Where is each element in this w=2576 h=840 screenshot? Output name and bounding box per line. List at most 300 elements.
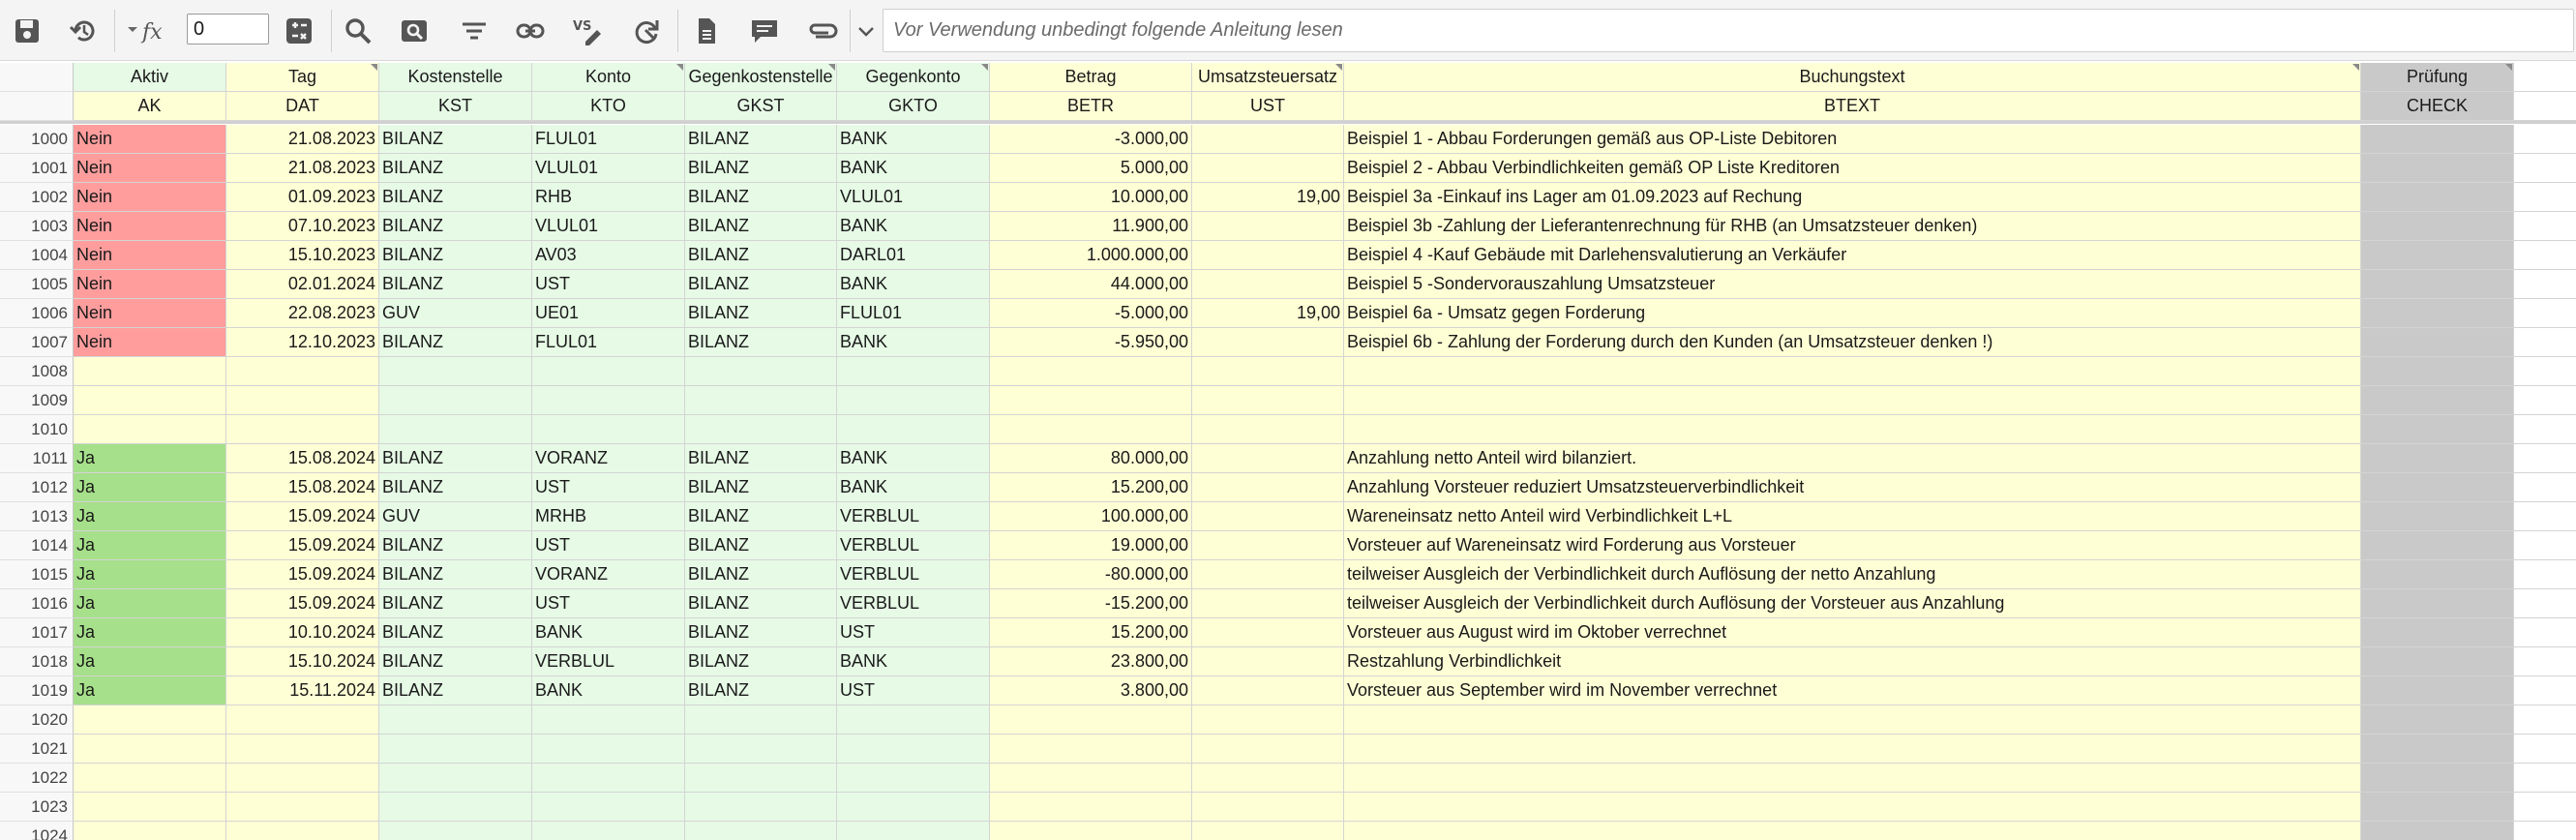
cell-gkst[interactable] [685,386,837,415]
cell-ak[interactable] [74,415,226,444]
cell-ak[interactable] [74,735,226,764]
cell-ust[interactable] [1192,415,1344,444]
row-number[interactable]: 1004 [0,241,74,270]
cell-ust[interactable] [1192,822,1344,840]
formula-input[interactable]: Vor Verwendung unbedingt folgende Anleitung lesen [883,9,2574,52]
find-replace-icon[interactable] [395,12,434,50]
cell-btext[interactable] [1344,357,2361,386]
cell-btext[interactable]: Beispiel 1 - Abbau Forderungen gemäß aus OP-Liste Debitoren [1344,125,2361,154]
row-number[interactable]: 1022 [0,764,74,793]
row-number[interactable]: 1009 [0,386,74,415]
cell-btext[interactable]: Beispiel 4 -Kauf Gebäude mit Darlehensvalutierung an Verkäufer [1344,241,2361,270]
cell-kto[interactable]: VLUL01 [532,154,685,183]
cell-check[interactable] [2361,125,2514,154]
cell-gkst[interactable]: BILANZ [685,328,837,357]
cell-kst[interactable]: BILANZ [379,241,532,270]
cell-dat[interactable]: 12.10.2023 [226,328,379,357]
row-number[interactable]: 1018 [0,647,74,676]
cell-gkto[interactable]: UST [837,618,990,647]
cell-kst[interactable]: BILANZ [379,212,532,241]
cell-gkto[interactable] [837,386,990,415]
cell-dat[interactable]: 01.09.2023 [226,183,379,212]
cell-gkto[interactable]: VERBLUL [837,502,990,531]
attachment-icon[interactable] [803,12,842,50]
cell-gkto[interactable]: FLUL01 [837,299,990,328]
cell-kto[interactable] [532,735,685,764]
column-header-btext[interactable]: Buchungstext [1344,63,2361,92]
cell-gkst[interactable]: BILANZ [685,618,837,647]
comment-icon[interactable] [745,12,784,50]
cell-check[interactable] [2361,531,2514,560]
cell-ust[interactable] [1192,560,1344,589]
cell-gkto[interactable] [837,415,990,444]
cell-kto[interactable]: FLUL01 [532,125,685,154]
cell-check[interactable] [2361,299,2514,328]
cell-kto[interactable] [532,822,685,840]
cell-betr[interactable] [990,705,1192,735]
cell-dat[interactable]: 15.09.2024 [226,531,379,560]
cell-gkto[interactable]: VERBLUL [837,560,990,589]
row-number[interactable]: 1006 [0,299,74,328]
empty-cell[interactable] [2514,299,2576,328]
cell-kto[interactable] [532,793,685,822]
cell-btext[interactable] [1344,415,2361,444]
empty-cell[interactable] [2514,154,2576,183]
cell-kto[interactable]: MRHB [532,502,685,531]
cell-gkst[interactable]: BILANZ [685,560,837,589]
cell-dat[interactable]: 22.08.2023 [226,299,379,328]
cell-ak[interactable] [74,764,226,793]
cell-gkst[interactable]: BILANZ [685,473,837,502]
cell-gkst[interactable]: BILANZ [685,502,837,531]
cell-betr[interactable] [990,735,1192,764]
cell-check[interactable] [2361,618,2514,647]
cell-kto[interactable]: UST [532,270,685,299]
cell-kst[interactable]: BILANZ [379,473,532,502]
cell-betr[interactable]: 15.200,00 [990,473,1192,502]
cell-betr[interactable]: -5.000,00 [990,299,1192,328]
undo-history-icon[interactable] [64,12,103,50]
cell-check[interactable] [2361,328,2514,357]
cell-ak[interactable]: Ja [74,473,226,502]
cell-kst[interactable]: BILANZ [379,444,532,473]
cell-kst[interactable]: BILANZ [379,125,532,154]
cell-ust[interactable] [1192,241,1344,270]
cell-betr[interactable] [990,357,1192,386]
cell-gkst[interactable]: BILANZ [685,270,837,299]
cell-kto[interactable] [532,386,685,415]
cell-btext[interactable]: Vorsteuer auf Wareneinsatz wird Forderung aus Vorsteuer [1344,531,2361,560]
empty-cell[interactable] [2514,793,2576,822]
cell-gkst[interactable]: BILANZ [685,676,837,705]
cell-kst[interactable]: BILANZ [379,589,532,618]
cell-betr[interactable]: 44.000,00 [990,270,1192,299]
cell-btext[interactable] [1344,793,2361,822]
cell-ust[interactable] [1192,764,1344,793]
cell-ust[interactable] [1192,212,1344,241]
row-number[interactable]: 1002 [0,183,74,212]
cell-gkto[interactable]: BANK [837,647,990,676]
empty-cell[interactable] [2514,473,2576,502]
cell-ak[interactable]: Ja [74,502,226,531]
column-header-kto[interactable]: Konto [532,63,685,92]
cell-dat[interactable]: 07.10.2023 [226,212,379,241]
cell-check[interactable] [2361,212,2514,241]
cell-gkto[interactable]: UST [837,676,990,705]
empty-cell[interactable] [2514,764,2576,793]
cell-kto[interactable]: BANK [532,676,685,705]
cell-kst[interactable]: BILANZ [379,270,532,299]
cell-check[interactable] [2361,357,2514,386]
cell-btext[interactable]: Beispiel 2 - Abbau Verbindlichkeiten gemäß OP Liste Kreditoren [1344,154,2361,183]
cell-ak[interactable]: Ja [74,647,226,676]
cell-gkst[interactable]: BILANZ [685,299,837,328]
empty-cell[interactable] [2514,183,2576,212]
cell-ust[interactable] [1192,386,1344,415]
cell-ak[interactable]: Nein [74,328,226,357]
empty-cell[interactable] [2514,415,2576,444]
cell-ust[interactable] [1192,444,1344,473]
cell-check[interactable] [2361,502,2514,531]
column-header-betr[interactable]: Betrag [990,63,1192,92]
cell-check[interactable] [2361,676,2514,705]
sum-icon[interactable] [280,12,318,50]
cell-gkst[interactable]: BILANZ [685,531,837,560]
cell-dat[interactable]: 15.10.2024 [226,647,379,676]
cell-gkto[interactable]: BANK [837,125,990,154]
cell-check[interactable] [2361,270,2514,299]
cell-ust[interactable] [1192,125,1344,154]
empty-cell[interactable] [2514,444,2576,473]
cell-check[interactable] [2361,386,2514,415]
row-number[interactable]: 1023 [0,793,74,822]
cell-gkst[interactable] [685,735,837,764]
cell-value-input[interactable]: 0 [187,14,269,45]
cell-check[interactable] [2361,822,2514,840]
cell-ak[interactable]: Ja [74,589,226,618]
cell-gkst[interactable]: BILANZ [685,183,837,212]
cell-betr[interactable] [990,386,1192,415]
cell-kst[interactable]: GUV [379,299,532,328]
cell-check[interactable] [2361,415,2514,444]
cell-betr[interactable]: 11.900,00 [990,212,1192,241]
cell-check[interactable] [2361,560,2514,589]
cell-dat[interactable]: 15.08.2024 [226,473,379,502]
cell-ak[interactable]: Nein [74,154,226,183]
cell-gkto[interactable]: BANK [837,328,990,357]
cell-ak[interactable]: Nein [74,299,226,328]
cell-kst[interactable]: BILANZ [379,531,532,560]
cell-kst[interactable]: BILANZ [379,618,532,647]
empty-cell[interactable] [2514,705,2576,735]
row-number[interactable]: 1019 [0,676,74,705]
row-number[interactable]: 1007 [0,328,74,357]
row-number[interactable]: 1000 [0,125,74,154]
cell-ust[interactable] [1192,647,1344,676]
row-number[interactable]: 1020 [0,705,74,735]
empty-cell[interactable] [2514,618,2576,647]
cell-check[interactable] [2361,705,2514,735]
cell-kst[interactable] [379,735,532,764]
cell-gkst[interactable]: BILANZ [685,154,837,183]
cell-kto[interactable]: UST [532,531,685,560]
row-number[interactable]: 1008 [0,357,74,386]
cell-ust[interactable] [1192,793,1344,822]
cell-dat[interactable] [226,357,379,386]
cell-gkst[interactable]: BILANZ [685,444,837,473]
cell-gkto[interactable]: VERBLUL [837,531,990,560]
empty-cell[interactable] [2514,270,2576,299]
cell-dat[interactable]: 15.10.2023 [226,241,379,270]
cell-btext[interactable] [1344,822,2361,840]
cell-ak[interactable]: Ja [74,676,226,705]
cell-kto[interactable]: AV03 [532,241,685,270]
cell-btext[interactable]: Vorsteuer aus September wird im November verrechnet [1344,676,2361,705]
column-header-ust[interactable]: Umsatzsteuersatz [1192,63,1344,92]
cell-kst[interactable]: BILANZ [379,183,532,212]
cell-ust[interactable] [1192,531,1344,560]
cell-betr[interactable]: 80.000,00 [990,444,1192,473]
cell-betr[interactable] [990,415,1192,444]
cell-ust[interactable] [1192,154,1344,183]
cell-btext[interactable]: Vorsteuer aus August wird im Oktober verrechnet [1344,618,2361,647]
cell-kst[interactable] [379,357,532,386]
cell-ak[interactable] [74,357,226,386]
cell-btext[interactable]: teilweiser Ausgleich der Verbindlichkeit durch Auflösung der Vorsteuer aus Anzahlung [1344,589,2361,618]
cell-gkto[interactable] [837,793,990,822]
cell-ust[interactable] [1192,618,1344,647]
cell-kto[interactable] [532,357,685,386]
cell-check[interactable] [2361,589,2514,618]
cell-betr[interactable]: -3.000,00 [990,125,1192,154]
cell-btext[interactable]: teilweiser Ausgleich der Verbindlichkeit durch Auflösung der netto Anzahlung [1344,560,2361,589]
cell-gkst[interactable] [685,357,837,386]
cell-betr[interactable]: -15.200,00 [990,589,1192,618]
cell-dat[interactable]: 02.01.2024 [226,270,379,299]
row-number[interactable]: 1011 [0,444,74,473]
cell-kst[interactable]: BILANZ [379,154,532,183]
row-number[interactable]: 1016 [0,589,74,618]
function-wizard-icon[interactable] [124,12,176,50]
chevron-down-icon[interactable] [852,12,881,50]
empty-cell[interactable] [2514,676,2576,705]
cell-dat[interactable] [226,764,379,793]
cell-btext[interactable]: Wareneinsatz netto Anteil wird Verbindlichkeit L+L [1344,502,2361,531]
cell-kst[interactable] [379,386,532,415]
cell-betr[interactable] [990,793,1192,822]
cell-kst[interactable]: GUV [379,502,532,531]
cell-btext[interactable] [1344,386,2361,415]
cell-ak[interactable] [74,793,226,822]
empty-cell[interactable] [2514,212,2576,241]
cell-check[interactable] [2361,764,2514,793]
cell-kto[interactable]: BANK [532,618,685,647]
cell-betr[interactable]: 100.000,00 [990,502,1192,531]
column-header-check[interactable]: Prüfung [2361,63,2514,92]
cell-ak[interactable]: Nein [74,270,226,299]
cell-dat[interactable]: 21.08.2023 [226,154,379,183]
document-icon[interactable] [687,12,726,50]
cell-kst[interactable]: BILANZ [379,328,532,357]
cell-betr[interactable]: 10.000,00 [990,183,1192,212]
cell-dat[interactable]: 10.10.2024 [226,618,379,647]
cell-btext[interactable]: Anzahlung netto Anteil wird bilanziert. [1344,444,2361,473]
empty-cell[interactable] [2514,502,2576,531]
cell-betr[interactable]: 5.000,00 [990,154,1192,183]
cell-check[interactable] [2361,735,2514,764]
cell-dat[interactable] [226,386,379,415]
cell-kst[interactable] [379,822,532,840]
cell-ust[interactable] [1192,589,1344,618]
cell-btext[interactable]: Beispiel 5 -Sondervorauszahlung Umsatzsteuer [1344,270,2361,299]
column-header-kst[interactable]: Kostenstelle [379,63,532,92]
row-number[interactable]: 1010 [0,415,74,444]
cell-kst[interactable] [379,705,532,735]
cell-kto[interactable]: RHB [532,183,685,212]
cell-dat[interactable]: 15.09.2024 [226,589,379,618]
cell-ust[interactable] [1192,328,1344,357]
cell-dat[interactable] [226,735,379,764]
empty-cell[interactable] [2514,531,2576,560]
cell-ust[interactable] [1192,676,1344,705]
cell-ak[interactable]: Ja [74,618,226,647]
cell-ak[interactable]: Nein [74,125,226,154]
cell-kst[interactable]: BILANZ [379,676,532,705]
cell-dat[interactable] [226,793,379,822]
cell-check[interactable] [2361,154,2514,183]
cell-check[interactable] [2361,473,2514,502]
cell-gkto[interactable]: BANK [837,444,990,473]
cell-gkto[interactable]: DARL01 [837,241,990,270]
cell-betr[interactable]: 15.200,00 [990,618,1192,647]
find-icon[interactable] [339,12,377,50]
empty-cell[interactable] [2514,560,2576,589]
cell-ust[interactable]: 19,00 [1192,183,1344,212]
cell-check[interactable] [2361,241,2514,270]
cell-dat[interactable]: 15.08.2024 [226,444,379,473]
cell-kst[interactable] [379,793,532,822]
cell-gkst[interactable]: BILANZ [685,241,837,270]
cell-btext[interactable]: Beispiel 3b -Zahlung der Lieferantenrechnung für RHB (an Umsatzsteuer denken) [1344,212,2361,241]
cell-gkto[interactable] [837,764,990,793]
empty-cell[interactable] [2514,241,2576,270]
cell-gkst[interactable] [685,764,837,793]
row-number[interactable]: 1003 [0,212,74,241]
cell-btext[interactable] [1344,764,2361,793]
cell-gkst[interactable] [685,415,837,444]
cell-ak[interactable]: Nein [74,212,226,241]
cell-dat[interactable]: 21.08.2023 [226,125,379,154]
empty-cell[interactable] [2514,386,2576,415]
cell-ak[interactable]: Ja [74,444,226,473]
cell-betr[interactable]: 19.000,00 [990,531,1192,560]
cell-gkto[interactable] [837,735,990,764]
cell-dat[interactable]: 15.11.2024 [226,676,379,705]
cell-ust[interactable]: 19,00 [1192,299,1344,328]
empty-cell[interactable] [2514,125,2576,154]
cell-ak[interactable]: Ja [74,560,226,589]
cell-ust[interactable] [1192,357,1344,386]
cell-gkst[interactable] [685,705,837,735]
refresh-icon[interactable] [627,12,666,50]
cell-dat[interactable] [226,705,379,735]
cell-gkst[interactable]: BILANZ [685,589,837,618]
cell-ust[interactable] [1192,705,1344,735]
cell-kto[interactable]: UST [532,473,685,502]
cell-ak[interactable] [74,822,226,840]
cell-ak[interactable] [74,705,226,735]
cell-betr[interactable]: -5.950,00 [990,328,1192,357]
spelling-icon[interactable] [569,12,608,50]
cell-ak[interactable]: Nein [74,241,226,270]
cell-btext[interactable]: Beispiel 3a -Einkauf ins Lager am 01.09.2023 auf Rechung [1344,183,2361,212]
cell-kto[interactable]: VLUL01 [532,212,685,241]
cell-gkto[interactable]: BANK [837,473,990,502]
cell-check[interactable] [2361,793,2514,822]
cell-ust[interactable] [1192,502,1344,531]
cell-dat[interactable] [226,822,379,840]
cell-kto[interactable]: VERBLUL [532,647,685,676]
cell-ak[interactable]: Ja [74,531,226,560]
cell-gkto[interactable]: BANK [837,154,990,183]
empty-cell[interactable] [2514,735,2576,764]
empty-cell[interactable] [2514,357,2576,386]
cell-dat[interactable] [226,415,379,444]
cell-betr[interactable]: 1.000.000,00 [990,241,1192,270]
cell-btext[interactable]: Beispiel 6b - Zahlung der Forderung durch den Kunden (an Umsatzsteuer denken !) [1344,328,2361,357]
cell-ust[interactable] [1192,473,1344,502]
empty-cell[interactable] [2514,822,2576,840]
row-number[interactable]: 1021 [0,735,74,764]
cell-gkst[interactable]: BILANZ [685,125,837,154]
cell-btext[interactable]: Restzahlung Verbindlichkeit [1344,647,2361,676]
cell-kto[interactable] [532,705,685,735]
cell-check[interactable] [2361,647,2514,676]
cell-gkst[interactable] [685,793,837,822]
cell-check[interactable] [2361,183,2514,212]
cell-gkto[interactable]: VERBLUL [837,589,990,618]
cell-kto[interactable]: VORANZ [532,444,685,473]
empty-cell[interactable] [2514,647,2576,676]
cell-btext[interactable]: Beispiel 6a - Umsatz gegen Forderung [1344,299,2361,328]
cell-ak[interactable] [74,386,226,415]
cell-gkst[interactable]: BILANZ [685,212,837,241]
cell-kst[interactable] [379,764,532,793]
column-header-gkst[interactable]: Gegenkostenstelle [685,63,837,92]
row-number[interactable]: 1001 [0,154,74,183]
row-number[interactable]: 1012 [0,473,74,502]
cell-ust[interactable] [1192,735,1344,764]
cell-gkto[interactable] [837,822,990,840]
column-header-gkto[interactable]: Gegenkonto [837,63,990,92]
row-number[interactable]: 1015 [0,560,74,589]
empty-cell[interactable] [2514,328,2576,357]
cell-gkto[interactable]: BANK [837,212,990,241]
cell-dat[interactable]: 15.09.2024 [226,502,379,531]
cell-kto[interactable] [532,764,685,793]
row-number[interactable]: 1017 [0,618,74,647]
cell-betr[interactable]: 23.800,00 [990,647,1192,676]
cell-betr[interactable] [990,764,1192,793]
cell-dat[interactable]: 15.09.2024 [226,560,379,589]
cell-gkto[interactable] [837,357,990,386]
cell-ust[interactable] [1192,270,1344,299]
cell-kto[interactable]: FLUL01 [532,328,685,357]
row-number[interactable]: 1005 [0,270,74,299]
cell-ak[interactable]: Nein [74,183,226,212]
cell-gkst[interactable] [685,822,837,840]
cell-kst[interactable] [379,415,532,444]
